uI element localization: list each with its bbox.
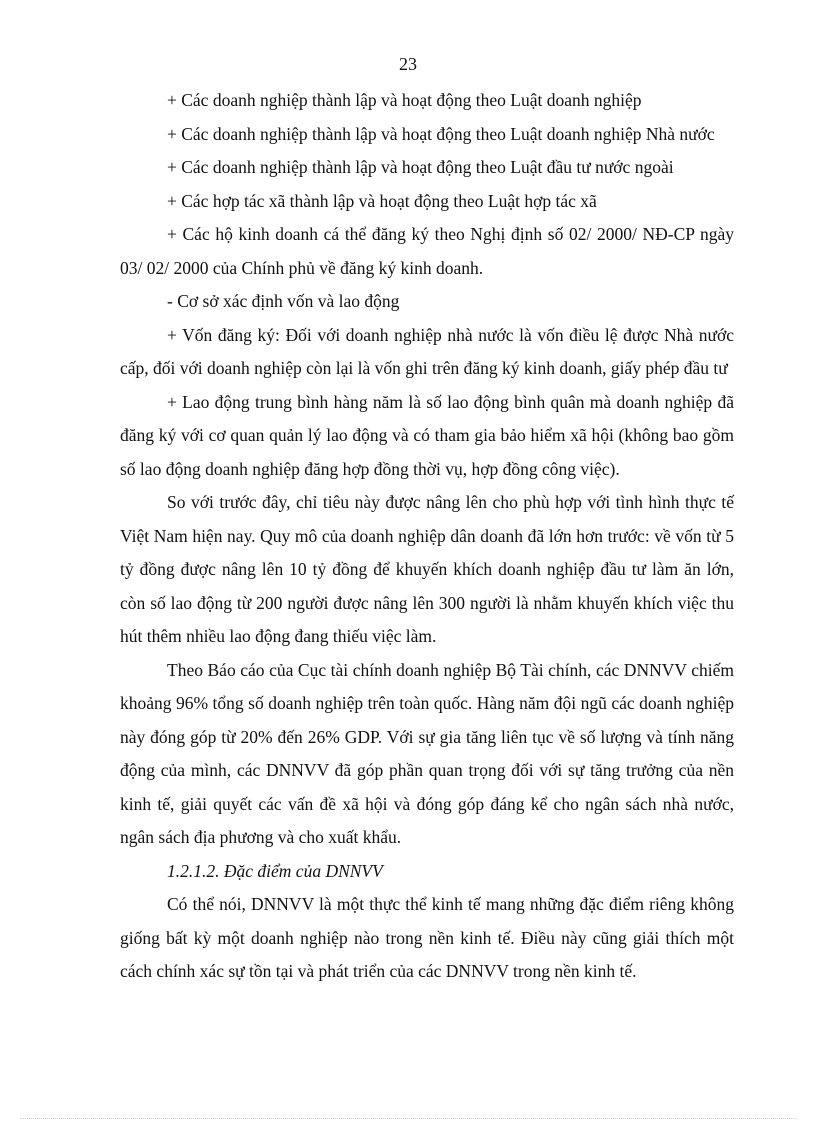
- list-item-foreign-investment-law: + Các doanh nghiệp thành lập và hoạt động theo Luật đầu tư nước ngoài: [167, 157, 674, 177]
- list-item-household-business: + Các hộ kinh doanh cá thể đăng ký theo Nghị định số 02/ 2000/ NĐ-CP ngày 03/ 02/ 2000 của Chính phủ về đăng ký kinh doanh.: [120, 224, 734, 278]
- list-item-average-labor: + Lao động trung bình hàng năm là số lao động bình quân mà doanh nghiệp đã đăng ký với cơ quan quản lý lao động và có tham gia bảo hiểm xã hội (không bao gồm số lao động doanh nghiệp đăng hợp đồng thời vụ, hợp đồng công việc).: [120, 391, 734, 479]
- subheading-capital-labor-basis: - Cơ sở xác định vốn và lao động: [167, 291, 400, 311]
- page-number: 23: [399, 54, 417, 74]
- paragraph-characteristics: Có thể nói, DNNVV là một thực thể kinh tế mang những đặc điểm riêng không giống bất kỳ một doanh nghiệp nào trong nền kinh tế. Điều này cũng giải thích một cách chính xác sự tồn tại và phát triển của các DNNVV trong nền kinh tế.: [120, 894, 734, 981]
- list-item-enterprise-law: + Các doanh nghiệp thành lập và hoạt động theo Luật doanh nghiệp: [167, 90, 642, 110]
- list-item-state-enterprise-law: + Các doanh nghiệp thành lập và hoạt động theo Luật doanh nghiệp Nhà nước: [167, 123, 715, 144]
- section-heading: 1.2.1.2. Đặc điểm của DNNVV: [167, 860, 383, 881]
- list-item-cooperative-law: + Các hợp tác xã thành lập và hoạt động theo Luật hợp tác xã: [167, 190, 597, 211]
- paragraph-criteria-raised: So với trước đây, chỉ tiêu này được nâng lên cho phù hợp với tình hình thực tế Việt Nam hiện nay. Quy mô của doanh nghiệp dân doanh đã lớn hơn trước: về vốn từ 5 tỷ đồng được nâng lên 10 tỷ đồng để khuyến khích doanh nghiệp đầu tư làm ăn lớn, còn số lao động từ 200 người được nâng lên 300 người là nhằm khuyến khích việc thu hút thêm nhiều lao động đang thiếu việc làm.: [120, 492, 734, 646]
- body-text: [120, 84, 734, 989]
- paragraph-ministry-report: Theo Báo cáo của Cục tài chính doanh nghiệp Bộ Tài chính, các DNNVV chiếm khoảng 96% tổng số doanh nghiệp trên toàn quốc. Hàng năm đội ngũ các doanh nghiệp này đóng góp từ 20% đến 26% GDP. Với sự gia tăng liên tục về số lượng và tính năng động của mình, các DNNVV đã góp phần quan trọng đối với sự tăng trưởng của nền kinh tế, giải quyết các vấn đề xã hội và đóng góp đáng kể cho ngân sách nhà nước, ngân sách địa phương và cho xuất khẩu.: [120, 659, 734, 847]
- page-bottom-divider: [20, 1118, 796, 1119]
- list-item-registered-capital: + Vốn đăng ký: Đối với doanh nghiệp nhà nước là vốn điều lệ được Nhà nước cấp, đối với doanh nghiệp còn lại là vốn ghi trên đăng ký kinh doanh, giấy phép đầu tư: [120, 324, 734, 378]
